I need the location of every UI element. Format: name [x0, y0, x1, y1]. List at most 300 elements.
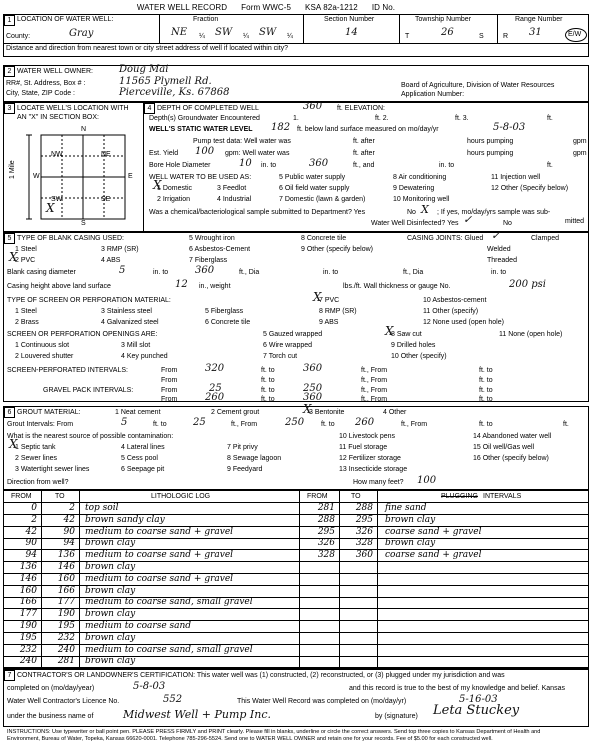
south-label: S: [81, 220, 86, 227]
diam-in-to: in. to: [153, 269, 169, 276]
log-row-right: [3, 527, 589, 538]
business-label: under the business name of: [7, 713, 94, 720]
east-label: E: [128, 173, 133, 180]
location-label: LOCATION OF WATER WELL:: [17, 16, 114, 23]
log-to-right: 360: [355, 550, 373, 561]
screen-type-label: TYPE OF SCREEN OR PERFORATION MATERIAL:: [7, 297, 171, 304]
licence-number: 552: [163, 694, 183, 705]
log-to: 2: [69, 503, 75, 513]
casing-8: 8 Concrete tile: [301, 235, 347, 242]
quarter-mark-3: ¼: [287, 33, 293, 40]
log-description: medium to coarse sand + gravel: [85, 573, 234, 584]
diam-in-to-3: in. to: [491, 269, 507, 276]
static-date: 5-8-03: [493, 122, 526, 133]
log-from: 146: [19, 573, 37, 584]
chem-mitted: mitted: [565, 218, 585, 225]
screen-4: 4 Galvanized steel: [101, 319, 159, 326]
section-number-2: 2: [4, 66, 15, 77]
business-name: Midwest Well + Pump Inc.: [123, 708, 272, 721]
well-location-x: X: [46, 201, 55, 215]
wall-label: lbs./ft. Wall thickness or gauge No.: [343, 283, 451, 290]
address-label: RR#, St. Address, Box # :: [6, 80, 86, 87]
opening-5: 5 Gauzed wrapped: [263, 331, 323, 338]
intervals-header: INTERVALS: [483, 493, 522, 500]
gw-ft: ft.: [547, 115, 553, 122]
signature: Leta Stuckey: [433, 703, 520, 718]
log-to: 281: [57, 656, 75, 667]
log-row: [3, 609, 589, 620]
use-label: WELL WATER TO BE USED AS:: [149, 174, 252, 181]
diam-dia-2: ft., Dia: [403, 269, 424, 276]
perf-from-value: 320: [205, 363, 225, 374]
perf-ft-from: ft., From: [361, 367, 388, 374]
screen-9: 9 ABS: [319, 319, 339, 326]
est-yield-label: Est. Yield: [149, 150, 179, 157]
township-s: S: [479, 33, 484, 40]
section-number-4: 4: [144, 103, 155, 114]
openings-label: SCREEN OR PERFORATION OPENINGS ARE:: [7, 331, 158, 338]
log-from: 2: [31, 514, 37, 525]
cert-line-3a: Water Well Contractor's Licence No.: [7, 698, 120, 705]
grout-1: 1 Neat cement: [115, 409, 161, 416]
diameter-value: 5: [119, 265, 126, 276]
gravel-ft-from-2: ft., From: [361, 396, 388, 403]
casing-5: 5 Wrought iron: [189, 235, 235, 242]
contam-1: 1 Septic tank: [15, 444, 56, 451]
log-row-right: [3, 515, 589, 526]
est-hours: hours pumping: [467, 150, 514, 157]
threaded-label: Threaded: [487, 257, 517, 264]
grout-from-2: 250: [285, 417, 305, 428]
perf-ft-to-2: ft. to: [479, 367, 493, 374]
log-to: 177: [57, 597, 75, 608]
log-from: 190: [19, 621, 37, 631]
direction-label: Direction from well?: [7, 479, 69, 486]
log-to: 240: [57, 644, 75, 655]
chem-tail: ; If yes, mo/day/yrs sample was sub-: [437, 209, 551, 216]
owner-value: Doug Mai: [119, 64, 169, 75]
perf-ft-to-3: ft. to: [261, 377, 275, 384]
log-to-right: 295: [355, 514, 373, 525]
completed-date: 5-8-03: [133, 681, 166, 692]
use-1-mark: X: [153, 178, 162, 192]
contam-3: 3 Watertight sewer lines: [15, 466, 90, 473]
pump-gpm: gpm: [573, 138, 587, 145]
log-description: brown clay: [85, 656, 136, 667]
log-description: top soil: [85, 503, 119, 513]
bore-ft-and: ft., and: [353, 162, 375, 169]
log-row: [3, 597, 589, 608]
disinfect-no: No: [503, 220, 512, 227]
section-number-5: 5: [4, 233, 15, 244]
bentonite-mark: X: [303, 402, 312, 416]
log-to-right: 288: [355, 503, 373, 513]
distance-label: Distance and direction from nearest town or city street address of well if located within city?: [6, 45, 289, 52]
gravel-label: GRAVEL PACK INTERVALS:: [43, 387, 134, 394]
contam-11: 11 Fuel storage: [339, 444, 388, 451]
gravel-ft-to-4: ft. to: [479, 396, 493, 403]
quarter-mark-2: ¼: [243, 33, 249, 40]
log-to: 90: [63, 526, 75, 537]
county-label: County:: [6, 33, 31, 40]
log-to: 166: [57, 585, 75, 596]
section-number-3: 3: [4, 103, 15, 114]
log-to: 94: [63, 538, 75, 549]
log-row: [3, 656, 589, 667]
est-after: ft. after: [353, 150, 375, 157]
log-from: 232: [19, 644, 37, 655]
locate-label-2: AN "X" IN SECTION BOX:: [17, 114, 99, 121]
log-to: 232: [57, 632, 75, 643]
grout-ft: ft.: [563, 421, 569, 428]
log-to: 146: [57, 562, 75, 572]
static-value: 182: [271, 122, 291, 133]
opening-6: 6 Wire wrapped: [263, 342, 313, 349]
use-9: 9 Dewatering: [393, 185, 435, 192]
static-tail: ft. below land surface measured on mo/day/yr: [297, 126, 439, 133]
diameter-to-value: 360: [195, 265, 215, 276]
screen-11: 11 Other (specify): [423, 308, 479, 315]
county-value: Gray: [69, 28, 94, 39]
clamped-label: Clamped: [531, 235, 560, 242]
log-from: 240: [19, 656, 37, 667]
north-label: N: [81, 126, 87, 133]
screen-1: 1 Steel: [15, 308, 37, 315]
log-from-right: 295: [317, 526, 335, 537]
form-number: Form WWC-5: [241, 3, 292, 12]
locate-label: LOCATE WELL'S LOCATION WITH: [17, 105, 129, 112]
bore-ft: ft.: [547, 162, 553, 169]
weight-label: in., weight: [199, 283, 231, 290]
disinfect-yes-mark: ✓: [463, 213, 473, 226]
ksa-ref: KSA 82a-1212: [305, 3, 358, 12]
use-7: 7 Domestic (lawn & garden): [279, 196, 366, 203]
log-description-right: coarse sand + gravel: [385, 526, 482, 537]
perf-ft-from-2: ft., From: [361, 377, 388, 384]
screen-8: 8 RMP (SR): [319, 308, 357, 315]
instructions-line-2: Environment, Bureau of Water, Topeka, Kansas 66620-0001. Telephone 785-296-5524. Send one to WATER WELL OWNER and retain one for your records. Fee of $5.00 for each constructed well.: [7, 736, 493, 742]
instructions-line-1: INSTRUCTIONS: Use typewriter or ball point pen. PLEASE PRESS FIRMLY and PRINT clearly. Please fill in blanks, underline or circle the correct answers. Send top three copies to Kansas Department of Health and: [7, 729, 541, 735]
opening-3: 3 Mill slot: [121, 342, 151, 349]
gravel-ft-to-2: ft. to: [479, 387, 493, 394]
screen-12: 12 None used (open hole): [423, 319, 504, 326]
log-rule: [299, 620, 589, 621]
log-from-header: FROM: [11, 493, 32, 500]
record-date: 5-16-03: [459, 694, 498, 705]
pump-test-label: Pump test data: Well water was: [193, 138, 291, 145]
log-description: medium to coarse sand, small gravel: [85, 597, 253, 608]
range-ew: E/W: [568, 31, 582, 38]
grout-intervals-label: Grout Intervals: From: [7, 421, 74, 428]
log-description: brown clay: [85, 632, 136, 643]
use-8: 8 Air conditioning: [393, 174, 447, 181]
log-rule: [299, 573, 589, 574]
casing-6: 6 Asbestos-Cement: [189, 246, 251, 253]
log-description: medium to coarse sand + gravel: [85, 550, 234, 561]
cert-line-3b: This Water Well Record was completed on (mo/day/yr): [237, 698, 407, 705]
glued-mark: ✓: [491, 229, 501, 242]
use-11: 11 Injection well: [491, 174, 541, 181]
gravel-to-2: 360: [303, 392, 323, 403]
log-from: 166: [19, 597, 37, 608]
use-3: 3 Feedlot: [217, 185, 247, 192]
log-rule: [299, 597, 589, 598]
chem-no-mark: X: [421, 203, 429, 216]
quarter-3: SW: [259, 27, 277, 38]
use-4: 4 Industrial: [217, 196, 252, 203]
log-from-right: 281: [317, 503, 335, 513]
depth-label: DEPTH OF COMPLETED WELL: [157, 105, 259, 112]
log-row-right: [3, 550, 589, 561]
contam-4: 4 Lateral lines: [121, 444, 165, 451]
bore-in-to: in. to: [261, 162, 277, 169]
opening-4: 4 Key punched: [121, 353, 168, 360]
grout-to-1: 25: [193, 417, 206, 428]
depth-value: 360: [303, 101, 323, 112]
screen-2: 2 Brass: [15, 319, 39, 326]
gravel-from-label-2: From: [161, 396, 178, 403]
township-value: 26: [441, 27, 454, 38]
log-row: [3, 574, 589, 585]
id-label: ID No.: [371, 3, 396, 12]
log-to: 42: [63, 514, 75, 525]
bore-to-value: 360: [309, 158, 329, 169]
section-number-7: 7: [4, 670, 15, 681]
grout-ft-from: ft., From: [231, 421, 258, 428]
grout-ft-from-2: ft., From: [401, 421, 428, 428]
screen-3: 3 Stainless steel: [101, 308, 152, 315]
log-description: brown clay: [85, 538, 136, 549]
use-2: 2 Irrigation: [157, 196, 191, 203]
grout-ft-to-2: ft. to: [321, 421, 335, 428]
range-value: 31: [529, 27, 542, 38]
bore-label: Bore Hole Diameter: [149, 162, 211, 169]
casing-joints-label: CASING JOINTS: Glued: [407, 235, 484, 242]
contam-14: 14 Abandoned water well: [473, 433, 552, 440]
perf-from-2: From: [161, 377, 178, 384]
gravel-ft-from: ft., From: [361, 387, 388, 394]
application-label: Application Number:: [401, 91, 465, 98]
log-to: 136: [57, 550, 75, 561]
contamination-label: What is the nearest source of possible contamination:: [7, 433, 174, 440]
log-from-right: 328: [317, 550, 335, 561]
grout-to-2: 260: [355, 417, 375, 428]
gravel-from-2: 260: [205, 392, 225, 403]
opening-9: 9 Drilled holes: [391, 342, 436, 349]
log-rule: [299, 608, 589, 609]
est-gpm: gpm: [573, 150, 587, 157]
grout-4: 4 Other: [383, 409, 407, 416]
contam-5: 5 Cess pool: [121, 455, 158, 462]
bore-in-to-2: in. to: [439, 162, 455, 169]
log-to-header: TO: [55, 493, 65, 500]
log-to-right: 328: [355, 538, 373, 549]
log-description-right: brown clay: [385, 538, 436, 549]
log-row: [3, 586, 589, 597]
cert-line-2a: completed on (mo/day/year): [7, 685, 95, 692]
contam-8: 8 Sewage lagoon: [227, 455, 282, 462]
elevation-label: ft. ELEVATION:: [337, 105, 385, 112]
disinfect-label: Water Well Disinfected? Yes: [371, 220, 459, 227]
chem-sample-label: Was a chemical/bacteriological sample submitted to Department? Yes: [149, 209, 366, 216]
se-label: SE: [101, 196, 111, 203]
log-from-right: 288: [317, 514, 335, 525]
log-row-right: [3, 503, 589, 514]
log-to: 190: [57, 609, 75, 620]
est-yield-value: 100: [195, 146, 215, 157]
fraction-label: Fraction: [193, 16, 219, 23]
contam-2: 2 Sewer lines: [15, 455, 58, 462]
log-description-right: brown clay: [385, 514, 436, 525]
signature-label: by (signature): [375, 713, 418, 720]
contam-10: 10 Livestock pens: [339, 433, 396, 440]
form-title: WATER WELL RECORD: [136, 3, 228, 12]
perf-ft-to: ft. to: [261, 367, 275, 374]
casing-4: 4 ABS: [101, 257, 121, 264]
log-from: 177: [19, 609, 37, 620]
gauge-value: 200 psi: [509, 279, 546, 290]
log-from-right: 326: [317, 538, 335, 549]
gravel-from-1: 25: [209, 383, 222, 394]
log-description-right: fine sand: [385, 503, 427, 513]
log-to-header-2: TO: [351, 493, 361, 500]
ne-label: NE: [101, 151, 111, 158]
log-description: medium to coarse sand, small gravel: [85, 644, 253, 655]
opening-11: 11 None (open hole): [499, 331, 563, 338]
gw-1: 1.: [293, 115, 299, 122]
log-from: 42: [25, 526, 37, 537]
opening-7: 7 Torch cut: [263, 353, 298, 360]
log-description-right: coarse sand + gravel: [385, 550, 482, 561]
gravel-ft-to-3: ft. to: [261, 396, 275, 403]
grout-3: 3 Bentonite: [309, 409, 345, 416]
how-many-value: 100: [417, 475, 437, 486]
gw-3: ft. 3.: [455, 115, 469, 122]
screen-pvc-mark: X: [313, 290, 322, 304]
grout-from-1: 5: [121, 417, 128, 428]
board-label: Board of Agriculture, Division of Water Resources: [401, 82, 555, 89]
log-to: 160: [57, 573, 75, 584]
contam-12: 12 Fertilizer storage: [339, 455, 401, 462]
use-10: 10 Monitoring well: [393, 196, 450, 203]
perf-from-label: From: [161, 367, 178, 374]
contam-15: 15 Oil well/Gas well: [473, 444, 535, 451]
perf-label: SCREEN-PERFORATED INTERVALS:: [7, 367, 128, 374]
plugging-header: PLUGGING: [441, 493, 478, 500]
range-label: Range Number: [515, 16, 563, 23]
grout-2: 2 Cement grout: [211, 409, 260, 416]
west-label: W: [33, 173, 40, 180]
sw-label: SW: [51, 196, 63, 203]
contam-7: 7 Pit privy: [227, 444, 258, 451]
log-from: 90: [25, 538, 37, 549]
diam-in-to-2: in. to: [323, 269, 339, 276]
bore-value: 10: [239, 158, 252, 169]
use-1: 1 Domestic: [157, 185, 193, 192]
gravel-from-label: From: [161, 387, 178, 394]
log-row: [3, 645, 589, 656]
quarter-1: NE: [171, 27, 188, 38]
contam-9: 9 Feedyard: [227, 466, 263, 473]
log-row: [3, 621, 589, 632]
log-description: brown clay: [85, 585, 136, 596]
water-well-record-form: [3, 3, 589, 743]
owner-label: WATER WELL OWNER:: [17, 68, 93, 75]
cert-line-1: CONTRACTOR'S OR LANDOWNER'S CERTIFICATION: This water well was (1) constructed, (2) reconstructed, or (3) plugged under my jurisdiction and was: [17, 672, 505, 679]
casing-1: 1 Steel: [15, 246, 37, 253]
log-from: 195: [19, 632, 37, 643]
log-to-right: 326: [355, 526, 373, 537]
opening-8: 8 Saw cut: [391, 331, 422, 338]
gw-2: ft. 2.: [375, 115, 389, 122]
casing-label: TYPE OF BLANK CASING USED:: [17, 235, 124, 242]
log-description: brown clay: [85, 562, 136, 572]
height-label: Casing height above land surface: [7, 283, 111, 290]
use-5: 5 Public water supply: [279, 174, 346, 181]
log-rule: [299, 632, 589, 633]
city-value: Pierceville, Ks. 67868: [119, 87, 230, 98]
casing-9: 9 Other (specify below): [301, 246, 373, 253]
log-from: 94: [25, 550, 37, 561]
use-12: 12 Other (Specify below): [491, 185, 569, 192]
section-number-label: Section Number: [324, 16, 375, 23]
log-description: brown clay: [85, 609, 136, 620]
log-row: [3, 633, 589, 644]
quarter-2: SW: [215, 27, 233, 38]
log-description: medium to coarse sand + gravel: [85, 526, 234, 537]
casing-pvc-mark: X: [9, 250, 18, 264]
log-rule: [299, 656, 589, 657]
height-value: 12: [175, 279, 188, 290]
contam-13: 13 Insecticide storage: [339, 466, 408, 473]
diam-dia: ft., Dia: [239, 269, 260, 276]
log-row-right: [3, 538, 589, 549]
cert-line-2b: and this record is true to the best of my knowledge and belief. Kansas: [349, 685, 565, 692]
grout-ft-to: ft. to: [153, 421, 167, 428]
septic-mark: X: [9, 437, 18, 451]
chem-no: No: [407, 209, 416, 216]
section-number-1: 1: [4, 15, 15, 26]
groundwater-label: Depth(s) Groundwater Encountered: [149, 115, 260, 122]
address-value: 11565 Plymell Rd.: [119, 76, 212, 87]
township-label: Township Number: [415, 16, 472, 23]
log-rule: [299, 644, 589, 645]
pump-hours: hours pumping: [467, 138, 514, 145]
log-rule: [299, 585, 589, 586]
log-description: brown sandy clay: [85, 514, 165, 525]
screen-10: 10 Asbestos-cement: [423, 297, 487, 304]
grout-label: GROUT MATERIAL:: [17, 409, 81, 416]
range-r: R: [503, 33, 509, 40]
opening-2: 2 Louvered shutter: [15, 353, 74, 360]
opening-1: 1 Continuous slot: [15, 342, 70, 349]
city-label: City, State, ZIP Code :: [6, 90, 75, 97]
township-t: T: [405, 33, 410, 40]
how-many-label: How many feet?: [353, 479, 404, 486]
log-description: medium to coarse sand: [85, 621, 192, 631]
log-from: 160: [19, 585, 37, 596]
log-from: 0: [31, 503, 37, 513]
log-to: 195: [57, 621, 75, 631]
log-row: [3, 562, 589, 573]
contam-16: 16 Other (specify below): [473, 455, 549, 462]
est-tail: gpm: Well water was: [225, 150, 290, 157]
static-label: WELL'S STATIC WATER LEVEL: [149, 126, 253, 133]
gravel-to-1: 250: [303, 383, 323, 394]
lithologic-header: LITHOLOGIC LOG: [151, 493, 211, 500]
opening-10: 10 Other (specify): [391, 353, 447, 360]
section-number-6: 6: [4, 407, 15, 418]
